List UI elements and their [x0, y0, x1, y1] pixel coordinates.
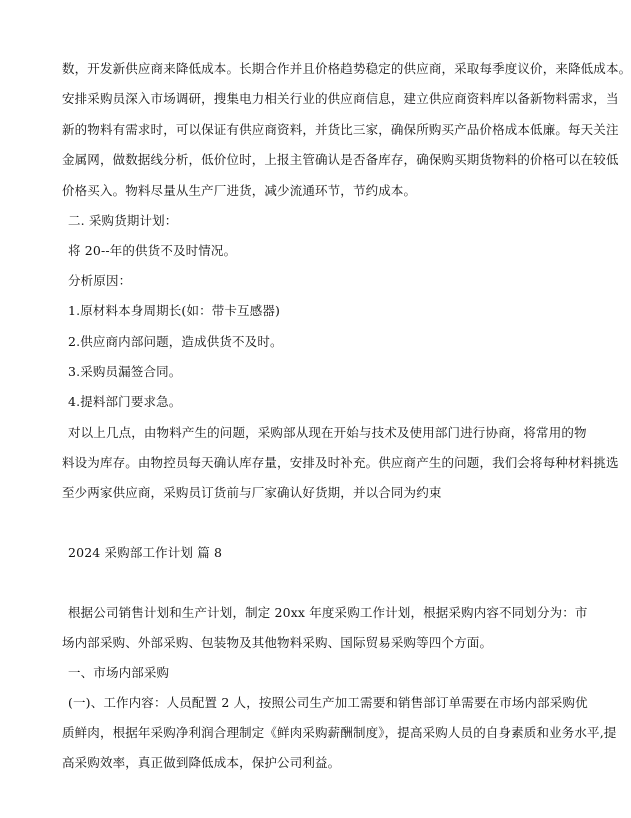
section-title: 2024 采购部工作计划 篇 8: [68, 545, 223, 560]
paragraph-line: 对以上几点，由物料产生的问题，采购部从现在开始与技术及使用部门进行协商，将常用的物: [68, 425, 587, 440]
paragraph-line: 金属网，做数据线分析，低价位时，上报主管确认是否备库存，确保购买期货物料的价格可以在较低: [62, 152, 619, 167]
list-item: 1.原材料本身周期长(如：带卡互感器): [68, 303, 281, 318]
list-item: 3.采购员漏签合同。: [68, 364, 182, 379]
paragraph-line: (一)、工作内容：人员配置 2 人，按照公司生产加工需要和销售部订单需要在市场内部采购优: [68, 695, 588, 710]
paragraph-line: 根据公司销售计划和生产计划，制定 20xx 年度采购工作计划，根据采购内容不同划分为：市: [68, 605, 588, 620]
section-heading: 二. 采购货期计划：: [68, 213, 178, 228]
paragraph-line: 料设为库存。由物控员每天确认库存量，安排及时补充。供应商产生的问题，我们会将每种材料挑选: [62, 455, 619, 470]
list-item: 2.供应商内部问题，造成供货不及时。: [68, 334, 283, 349]
paragraph-line: 将 20--年的供货不及时情况。: [68, 243, 237, 258]
paragraph-line: 安排采购员深入市场调研，搜集电力相关行业的供应商信息，建立供应商资料库以备新物料需求，当: [62, 91, 619, 106]
list-item: 4.提料部门要求急。: [68, 394, 182, 409]
paragraph-line: 至少两家供应商，采购员订货前与厂家确认好货期，并以合同为约束: [62, 485, 442, 500]
paragraph-line: 价格买入。物料尽量从生产厂进货，减少流通环节，节约成本。: [62, 183, 417, 198]
paragraph-line: 分析原因：: [68, 273, 132, 288]
paragraph-line: 高采购效率，真正做到降低成本，保护公司利益。: [62, 755, 341, 770]
paragraph-line: 场内部采购、外部采购、包装物及其他物料采购、国际贸易采购等四个方面。: [62, 635, 493, 650]
paragraph-line: 质鲜肉，根据年采购净利润合理制定《鲜肉采购薪酬制度》，提高采购人员的自身素质和业务水平,提: [62, 725, 617, 740]
section-heading: 一、市场内部采购: [68, 665, 170, 680]
paragraph-line: 数，开发新供应商来降低成本。长期合作并且价格趋势稳定的供应商，采取每季度议价，来降低成本。: [62, 61, 631, 76]
paragraph-line: 新的物料有需求时，可以保证有供应商资料，并货比三家，确保所购买产品价格成本低廉。每天关注: [62, 122, 619, 137]
